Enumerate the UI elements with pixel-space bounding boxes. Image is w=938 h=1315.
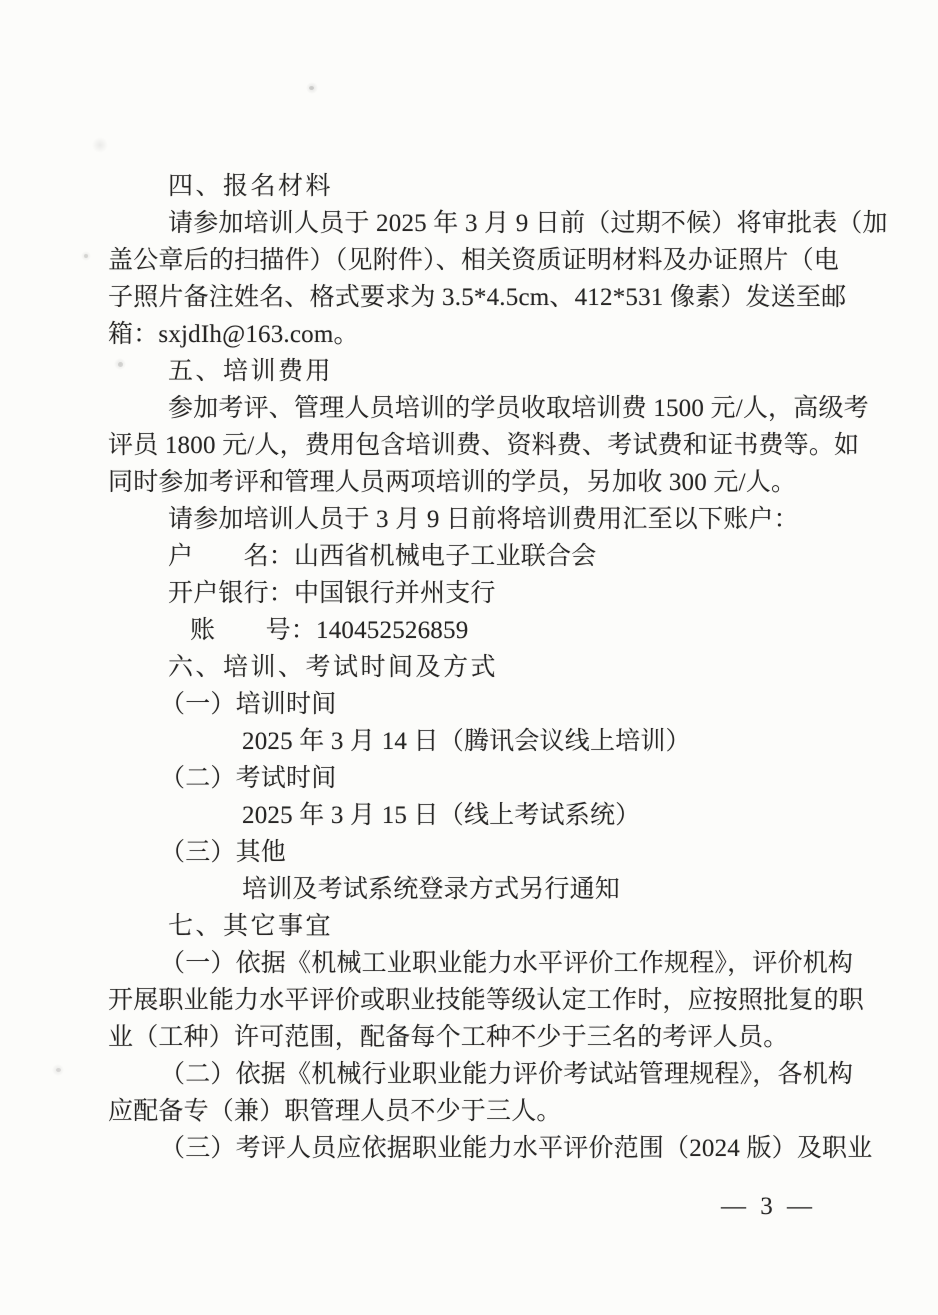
para-fee-line: 参加考评、管理人员培训的学员收取培训费 1500 元/人，高级考	[168, 395, 869, 422]
para-fee-line: 同时参加考评和管理人员两项培训的学员，另加收 300 元/人。	[108, 469, 797, 496]
email-line: 箱：sxjdIh@163.com。	[108, 321, 359, 348]
login-notice-line: 培训及考试系统登录方式另行通知	[242, 876, 621, 903]
para-other-matters-1-line: （一）依据《机械工业职业能力水平评价工作规程》，评价机构	[160, 950, 854, 977]
subheading-other: （三）其他	[160, 839, 287, 866]
section-heading-registration-materials: 四、报名材料	[168, 173, 334, 200]
para-other-matters-2-line: 应配备专（兼）职管理人员不少于三人。	[108, 1098, 562, 1125]
para-registration-line: 盖公章后的扫描件）（见附件）、相关资质证明材料及办证照片（电	[108, 247, 840, 274]
account-number-line: 账 号：140452526859	[190, 617, 469, 644]
subheading-training-time: （一）培训时间	[160, 691, 337, 718]
document-body	[108, 168, 888, 1167]
scan-speck	[84, 254, 88, 258]
bank-name-line: 开户银行：中国银行并州支行	[168, 580, 496, 607]
scan-speck	[56, 1068, 61, 1072]
exam-date-line: 2025 年 3 月 15 日（线上考试系统）	[242, 802, 641, 829]
scan-speck	[309, 86, 314, 90]
para-registration-line: 子照片备注姓名、格式要求为 3.5*4.5cm、412*531 像素）发送至邮	[108, 284, 847, 311]
para-other-matters-2-line: （二）依据《机械行业职业能力评价考试站管理规程》，各机构	[160, 1061, 854, 1088]
section-heading-other-matters: 七、其它事宜	[168, 913, 334, 940]
account-name-line: 户 名：山西省机械电子工业联合会	[168, 543, 597, 570]
page-number: — 3 —	[721, 1193, 816, 1220]
section-heading-schedule: 六、培训、考试时间及方式	[168, 654, 499, 681]
para-registration-line: 请参加培训人员于 2025 年 3 月 9 日前（过期不候）将审批表（加	[168, 210, 888, 237]
section-heading-training-fee: 五、培训费用	[168, 358, 334, 385]
scan-speck	[118, 362, 123, 367]
para-other-matters-1-line: 开展职业能力水平评价或职业技能等级认定工作时，应按照批复的职	[108, 987, 865, 1014]
training-date-line: 2025 年 3 月 14 日（腾讯会议线上培训）	[242, 728, 691, 755]
para-fee-line: 评员 1800 元/人，费用包含培训费、资料费、考试费和证书费等。如	[108, 432, 860, 459]
para-other-matters-1-line: 业（工种）许可范围，配备每个工种不少于三名的考评人员。	[108, 1024, 789, 1051]
subheading-exam-time: （二）考试时间	[160, 765, 337, 792]
para-other-matters-3-line: （三）考评人员应依据职业能力水平评价范围（2024 版）及职业	[160, 1135, 873, 1162]
para-payment-notice: 请参加培训人员于 3 月 9 日前将培训费用汇至以下账户：	[168, 506, 799, 533]
